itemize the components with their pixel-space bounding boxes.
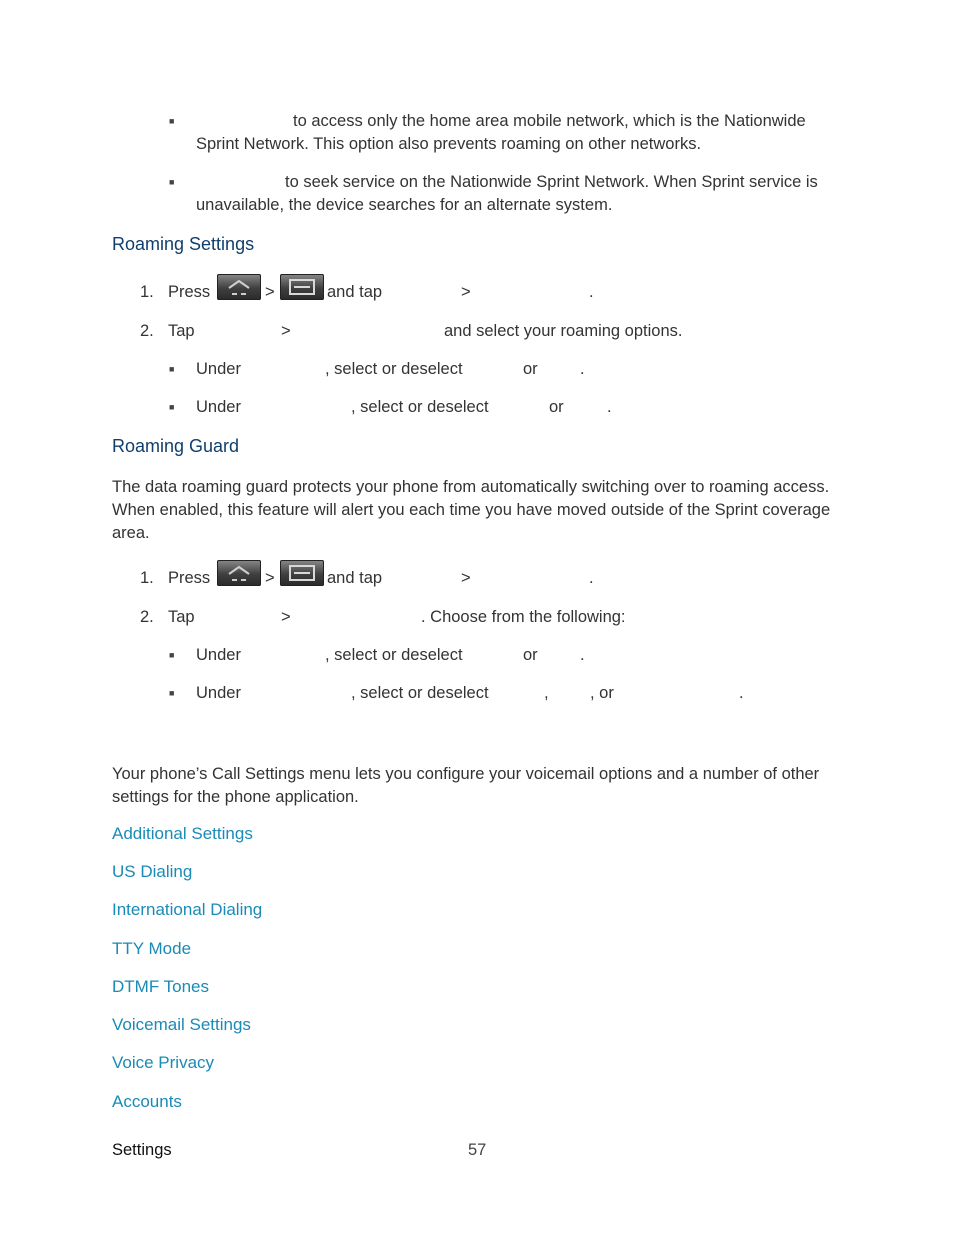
menu-key-icon — [280, 274, 324, 300]
step-text: Press — [168, 569, 211, 587]
link-international-dialing[interactable]: International Dialing — [112, 900, 263, 919]
separator: > — [265, 569, 275, 587]
bullet-icon: ■ — [169, 364, 175, 374]
sub-step-text: Under — [196, 684, 241, 702]
page-number: 57 — [468, 1141, 487, 1159]
link-voicemail-settings[interactable]: Voicemail Settings — [112, 1015, 251, 1034]
step-text: Press — [168, 283, 211, 301]
separator: > — [265, 283, 275, 301]
period: . — [739, 684, 744, 702]
call-settings-intro: Your phone’s Call Settings menu lets you configure your voicemail options and a number of other settings for the phone application. — [112, 765, 820, 806]
roaming-guard-description: The data roaming guard protects your phone from automatically switching over to roaming access. When enabled, this feature will alert you each time you have moved outside of the Sprint coverage area. — [112, 478, 831, 542]
menu-key-icon — [280, 560, 324, 586]
bullet-icon: ■ — [169, 177, 175, 187]
step-text: and tap — [327, 283, 383, 301]
sub-step-text: Under — [196, 646, 241, 664]
roaming-settings-heading: Roaming Settings — [112, 234, 255, 254]
step-number: 1. — [140, 569, 154, 587]
footer-section: Settings — [112, 1141, 172, 1159]
period: . — [580, 646, 585, 664]
link-tty-mode[interactable]: TTY Mode — [112, 939, 192, 958]
bullet-icon: ■ — [169, 650, 175, 660]
separator: > — [461, 569, 471, 587]
sub-step-text: or — [523, 646, 538, 664]
network-option-1-text: to access only the home area mobile network, which is the Nationwide — [293, 112, 806, 130]
comma: , — [544, 684, 549, 702]
step-number: 2. — [140, 608, 154, 626]
sub-step-text: Under — [196, 360, 241, 378]
sub-step-text: , select or deselect — [325, 646, 463, 664]
network-option-2-text: to seek service on the Nationwide Sprint Network. When Sprint service is — [285, 173, 818, 191]
step-number: 2. — [140, 322, 154, 340]
step-text: and tap — [327, 569, 383, 587]
network-option-2-text-cont: unavailable, the device searches for an alternate system. — [196, 196, 613, 214]
sub-step-text: , select or deselect — [351, 684, 489, 702]
step-number: 1. — [140, 283, 154, 301]
separator: > — [461, 283, 471, 301]
period: . — [589, 283, 594, 301]
period: . — [607, 398, 612, 416]
home-key-icon — [217, 560, 261, 586]
roaming-guard-heading: Roaming Guard — [112, 436, 240, 456]
bullet-icon: ■ — [169, 116, 175, 126]
sub-step-text: , select or deselect — [351, 398, 489, 416]
step-text: . Choose from the following: — [421, 608, 626, 626]
link-us-dialing[interactable]: US Dialing — [112, 862, 193, 881]
sub-step-text: , select or deselect — [325, 360, 463, 378]
link-dtmf-tones[interactable]: DTMF Tones — [112, 977, 209, 996]
period: . — [580, 360, 585, 378]
link-additional-settings[interactable]: Additional Settings — [112, 824, 253, 843]
bullet-icon: ■ — [169, 402, 175, 412]
period: . — [589, 569, 594, 587]
link-voice-privacy[interactable]: Voice Privacy — [112, 1053, 215, 1072]
separator: > — [281, 608, 291, 626]
link-accounts[interactable]: Accounts — [112, 1092, 182, 1111]
step-text: and select your roaming options. — [444, 322, 683, 340]
step-text: Tap — [168, 608, 195, 626]
sub-step-text: or — [523, 360, 538, 378]
sub-step-text: or — [549, 398, 564, 416]
network-option-1-text-cont: Sprint Network. This option also prevents roaming on other networks. — [196, 135, 702, 153]
sub-step-text: , or — [590, 684, 614, 702]
home-key-icon — [217, 274, 261, 300]
sub-step-text: Under — [196, 398, 241, 416]
bullet-icon: ■ — [169, 688, 175, 698]
separator: > — [281, 322, 291, 340]
step-text: Tap — [168, 322, 195, 340]
